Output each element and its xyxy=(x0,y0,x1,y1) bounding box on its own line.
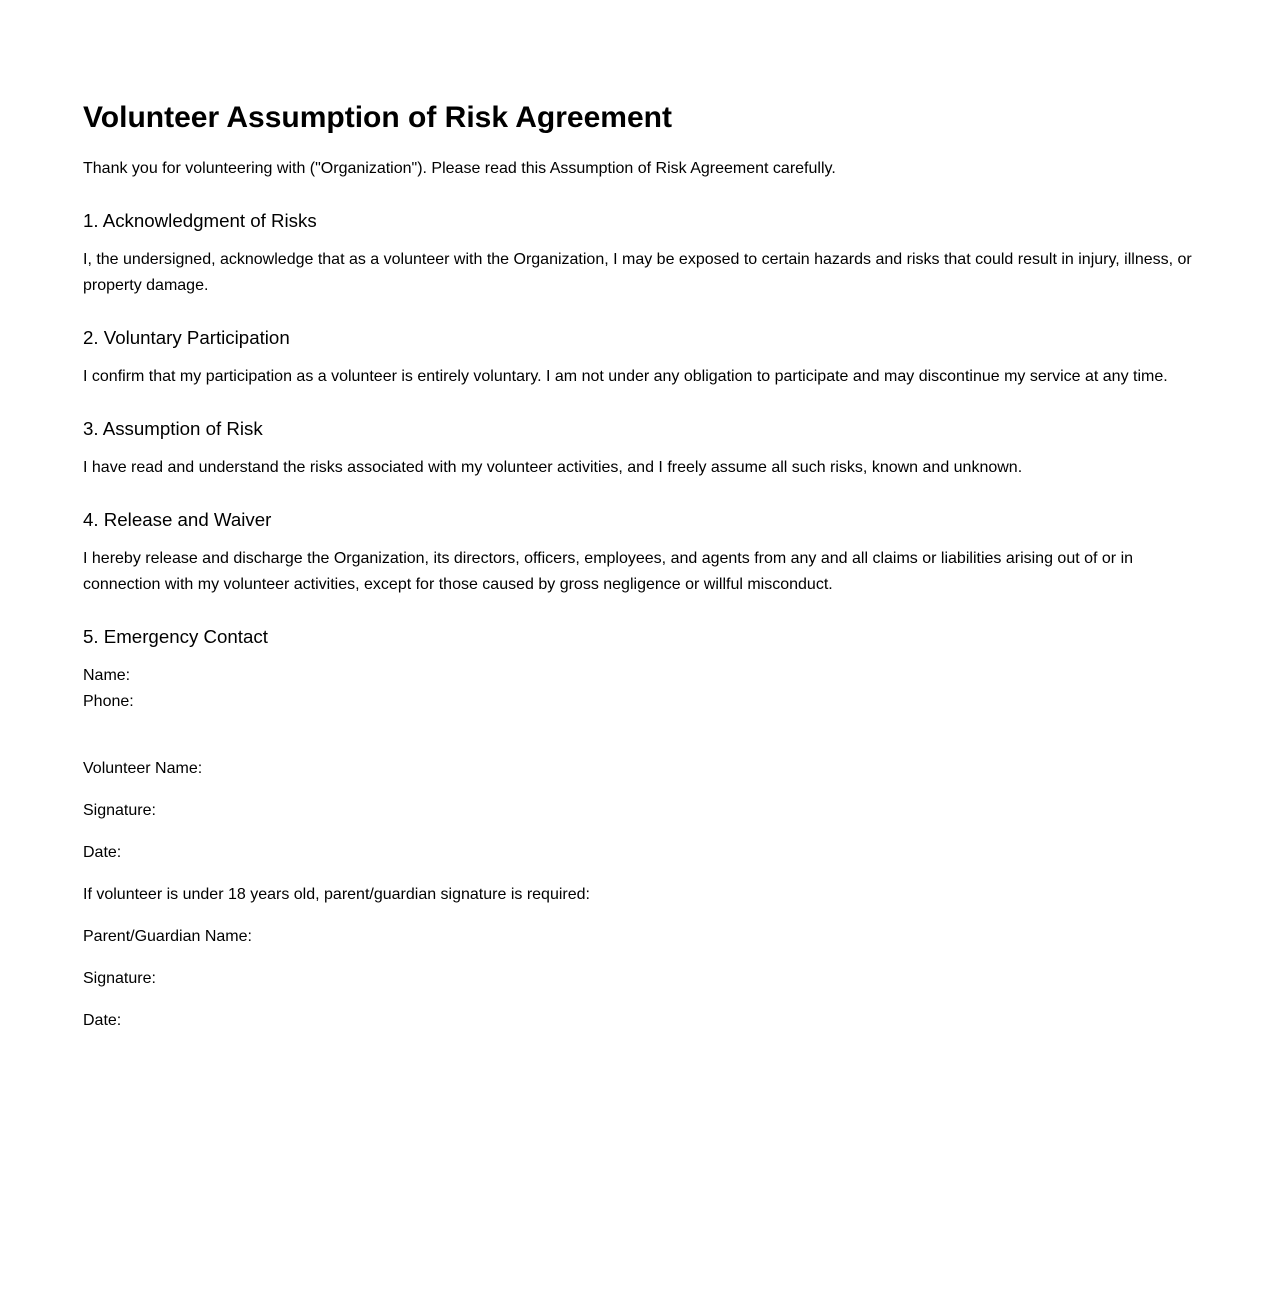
section-heading-emergency-contact: 5. Emergency Contact xyxy=(83,626,268,647)
section-body-acknowledgment-of-risks: I, the undersigned, acknowledge that as a volunteer with the Organization, I may be exposed to certain hazards and risks that could result in injury, illness, or property damage. xyxy=(83,251,1192,294)
section-body-assumption-of-risk: I have read and understand the risks associated with my volunteer activities, and I freely assume all such risks, known and unknown. xyxy=(83,459,1023,476)
section-heading-voluntary-participation: 2. Voluntary Participation xyxy=(83,327,290,348)
parent-guardian-name-label: Parent/Guardian Name: xyxy=(83,928,252,945)
volunteer-signature-label: Signature: xyxy=(83,802,156,819)
emergency-contact-name-label: Name: xyxy=(83,667,131,684)
section-heading-release-and-waiver: 4. Release and Waiver xyxy=(83,509,272,530)
parent-guardian-date-label: Date: xyxy=(83,1012,122,1029)
section-body-voluntary-participation: I confirm that my participation as a volunteer is entirely voluntary. I am not under any obligation to participate and may discontinue my service at any time. xyxy=(83,368,1168,385)
parent-guardian-signature-label: Signature: xyxy=(83,970,156,987)
section-heading-assumption-of-risk: 3. Assumption of Risk xyxy=(83,418,263,439)
section-body-release-and-waiver: I hereby release and discharge the Organization, its directors, officers, employees, and agents from any and all claims or liabilities arising out of or in connection with my volunteer activities, except for those caused by gross negligence or willful misconduct. xyxy=(83,550,1134,593)
section-heading-acknowledgment-of-risks: 1. Acknowledgment of Risks xyxy=(83,210,317,231)
volunteer-date-label: Date: xyxy=(83,844,122,861)
emergency-contact-lines xyxy=(83,663,1195,715)
volunteer-name-label: Volunteer Name: xyxy=(83,760,203,777)
intro-paragraph: Thank you for volunteering with ("Organization"). Please read this Assumption of Risk Agreement carefully. xyxy=(83,160,836,177)
document-title: Volunteer Assumption of Risk Agreement xyxy=(83,101,672,134)
emergency-contact-phone-label: Phone: xyxy=(83,693,134,710)
minor-signature-note: If volunteer is under 18 years old, parent/guardian signature is required: xyxy=(83,886,590,903)
section-spacer xyxy=(83,731,1195,756)
